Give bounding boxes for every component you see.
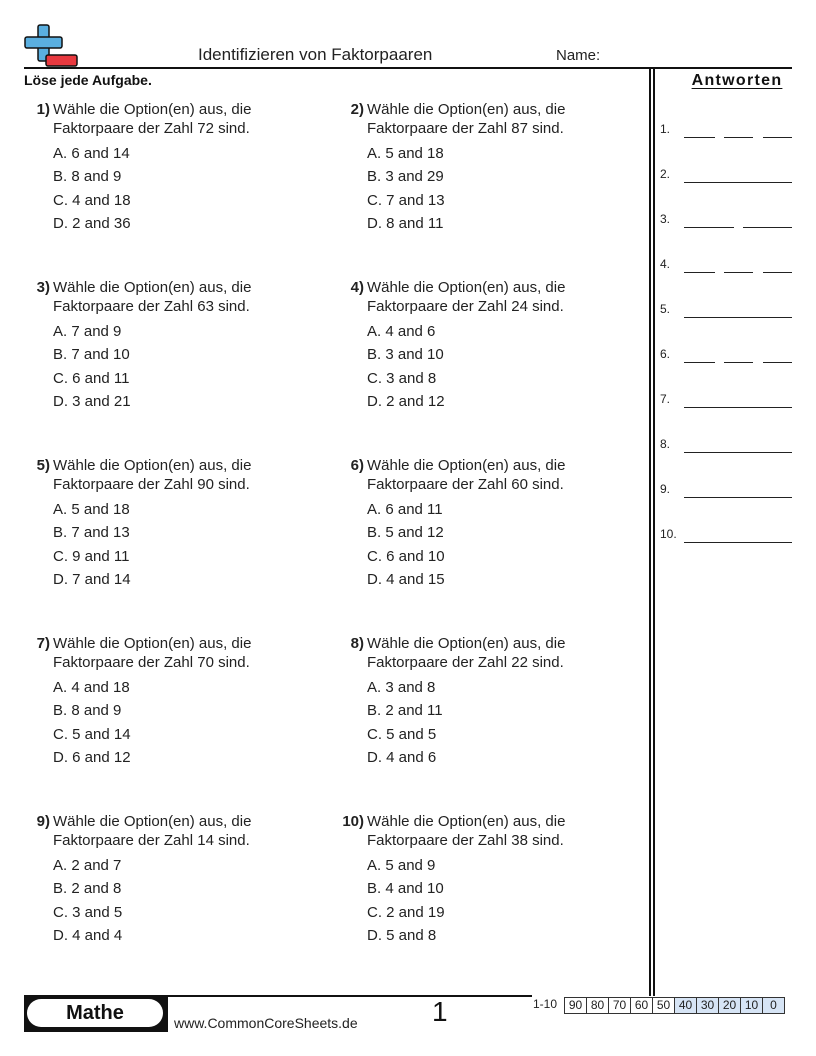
answer-row <box>660 208 794 228</box>
answer-option: D. 2 and 12 <box>367 392 445 410</box>
answer-row <box>660 298 794 318</box>
answer-number: 3. <box>660 212 671 226</box>
answer-option: D. 6 and 12 <box>53 748 131 766</box>
problem-number: 1) <box>36 101 50 118</box>
option-list <box>367 322 445 415</box>
answers-title: Antworten <box>691 72 783 89</box>
header-divider <box>24 67 792 69</box>
answer-option: B. 2 and 8 <box>53 880 122 898</box>
answer-row <box>660 478 794 498</box>
answer-blank[interactable] <box>684 362 715 363</box>
option-list <box>53 500 131 593</box>
answer-option: B. 2 and 11 <box>367 702 443 720</box>
problem-question: Wähle die Option(en) aus, die Faktorpaare der Zahl 38 sind. <box>367 813 566 849</box>
answer-option: B. 3 and 10 <box>367 346 444 364</box>
score-range-label: 1-10 <box>533 997 558 1011</box>
answer-blank[interactable] <box>684 272 715 273</box>
problem-number: 10) <box>342 813 364 830</box>
score-cell: 10 <box>741 998 763 1014</box>
answer-option: A. 4 and 6 <box>367 323 436 340</box>
answer-option: A. 5 and 18 <box>53 501 130 518</box>
answer-blank[interactable] <box>684 497 792 498</box>
answer-option: C. 2 and 19 <box>367 903 445 921</box>
plus-minus-icon <box>24 24 78 68</box>
problem-number: 9) <box>36 813 50 830</box>
problem-question: Wähle die Option(en) aus, die Faktorpaare der Zahl 90 sind. <box>53 457 252 493</box>
answer-blank[interactable] <box>724 272 753 273</box>
answer-option: C. 6 and 10 <box>367 547 445 565</box>
answer-number: 5. <box>660 302 671 316</box>
answer-option: D. 3 and 21 <box>53 392 131 410</box>
answer-blank[interactable] <box>724 362 753 363</box>
answer-option: B. 4 and 10 <box>367 880 444 898</box>
score-cell: 60 <box>631 998 653 1014</box>
answer-option: C. 4 and 18 <box>53 191 131 209</box>
option-list <box>367 144 445 237</box>
page-number: 1 <box>432 996 448 1027</box>
option-list <box>53 144 131 237</box>
option-list <box>367 856 445 949</box>
answer-option: C. 5 and 5 <box>367 725 437 743</box>
score-cell: 50 <box>653 998 675 1014</box>
option-list <box>367 500 445 593</box>
problem-number: 3) <box>36 279 50 296</box>
answer-option: A. 2 and 7 <box>53 857 122 874</box>
answer-number: 6. <box>660 347 671 361</box>
answer-row <box>660 118 794 138</box>
answer-blank[interactable] <box>684 317 792 318</box>
answer-option: B. 7 and 13 <box>53 524 130 542</box>
answer-option: A. 3 and 8 <box>367 679 436 696</box>
problem-question: Wähle die Option(en) aus, die Faktorpaare der Zahl 14 sind. <box>53 813 252 849</box>
answer-option: A. 5 and 18 <box>367 145 444 162</box>
answer-number: 10. <box>660 527 677 541</box>
worksheet-title: Identifizieren von Faktorpaaren <box>198 45 433 64</box>
answer-number: 8. <box>660 437 671 451</box>
option-list <box>53 678 131 771</box>
answer-option: D. 4 and 6 <box>367 748 437 766</box>
score-cell: 30 <box>697 998 719 1014</box>
answer-blank[interactable] <box>763 362 792 363</box>
option-list <box>53 322 131 415</box>
score-cell: 40 <box>675 998 697 1014</box>
problem-question: Wähle die Option(en) aus, die Faktorpaare der Zahl 72 sind. <box>53 101 252 137</box>
answer-option: B. 8 and 9 <box>53 702 122 720</box>
instructions: Löse jede Aufgabe. <box>24 72 152 88</box>
answer-blank[interactable] <box>743 227 792 228</box>
answer-blank[interactable] <box>684 182 792 183</box>
score-row <box>565 998 785 1014</box>
answer-option: D. 4 and 4 <box>53 926 123 944</box>
answer-option: D. 4 and 15 <box>367 570 445 588</box>
answer-row <box>660 163 794 183</box>
answer-row <box>660 388 794 408</box>
problem-question: Wähle die Option(en) aus, die Faktorpaare der Zahl 63 sind. <box>53 279 252 315</box>
answer-option: D. 7 and 14 <box>53 570 131 588</box>
answer-row <box>660 343 794 363</box>
problem-number: 4) <box>350 279 364 296</box>
option-list <box>367 678 443 771</box>
answer-row <box>660 433 794 453</box>
answer-option: C. 9 and 11 <box>53 547 130 565</box>
score-table <box>564 997 785 1014</box>
score-cell: 80 <box>587 998 609 1014</box>
score-cell: 0 <box>763 998 785 1014</box>
answer-number: 7. <box>660 392 671 406</box>
answer-column-divider-inner <box>653 68 655 996</box>
answer-option: C. 7 and 13 <box>367 191 445 209</box>
answer-blank[interactable] <box>724 137 753 138</box>
problem-question: Wähle die Option(en) aus, die Faktorpaare der Zahl 22 sind. <box>367 635 566 671</box>
score-cell: 70 <box>609 998 631 1014</box>
subject-badge <box>24 996 168 1032</box>
answer-number: 1. <box>660 122 671 136</box>
answer-blank[interactable] <box>684 137 715 138</box>
problem-question: Wähle die Option(en) aus, die Faktorpaare der Zahl 87 sind. <box>367 101 566 137</box>
problem-number: 6) <box>350 457 364 474</box>
option-list <box>53 856 122 949</box>
answer-option: B. 8 and 9 <box>53 168 122 186</box>
score-cell: 20 <box>719 998 741 1014</box>
answer-option: B. 3 and 29 <box>367 168 444 186</box>
answer-option: A. 5 and 9 <box>367 857 436 874</box>
answer-option: A. 6 and 11 <box>367 501 443 518</box>
answer-option: D. 5 and 8 <box>367 926 437 944</box>
answer-row <box>660 253 794 273</box>
answer-blank[interactable] <box>763 272 792 273</box>
answer-option: B. 7 and 10 <box>53 346 130 364</box>
answer-option: C. 3 and 5 <box>53 903 123 921</box>
answer-option: B. 5 and 12 <box>367 524 444 542</box>
subject-badge-label: Mathe <box>27 999 163 1027</box>
name-label: Name: <box>556 47 601 64</box>
answer-blank[interactable] <box>684 452 792 453</box>
answer-blank[interactable] <box>684 407 792 408</box>
answer-blank[interactable] <box>763 137 792 138</box>
answer-option: C. 3 and 8 <box>367 369 437 387</box>
problem-number: 5) <box>36 457 50 474</box>
answer-option: D. 8 and 11 <box>367 214 444 232</box>
score-cell: 90 <box>565 998 587 1014</box>
answer-option: D. 2 and 36 <box>53 214 131 232</box>
answer-row <box>660 523 794 543</box>
answer-blank[interactable] <box>684 227 734 228</box>
answer-number: 4. <box>660 257 671 271</box>
problem-number: 8) <box>350 635 364 652</box>
answer-number: 2. <box>660 167 671 181</box>
answer-option: C. 5 and 14 <box>53 725 131 743</box>
answer-option: A. 4 and 18 <box>53 679 130 696</box>
answer-number: 9. <box>660 482 671 496</box>
problem-question: Wähle die Option(en) aus, die Faktorpaare der Zahl 24 sind. <box>367 279 566 315</box>
answer-column-divider <box>649 68 651 996</box>
answer-option: C. 6 and 11 <box>53 369 130 387</box>
answer-option: A. 6 and 14 <box>53 145 130 162</box>
answer-blank[interactable] <box>684 542 792 543</box>
website-link[interactable]: www.CommonCoreSheets.de <box>174 1015 358 1031</box>
answer-option: A. 7 and 9 <box>53 323 122 340</box>
problem-question: Wähle die Option(en) aus, die Faktorpaare der Zahl 70 sind. <box>53 635 252 671</box>
problem-question: Wähle die Option(en) aus, die Faktorpaare der Zahl 60 sind. <box>367 457 566 493</box>
problem-number: 7) <box>36 635 50 652</box>
problem-number: 2) <box>350 101 364 118</box>
